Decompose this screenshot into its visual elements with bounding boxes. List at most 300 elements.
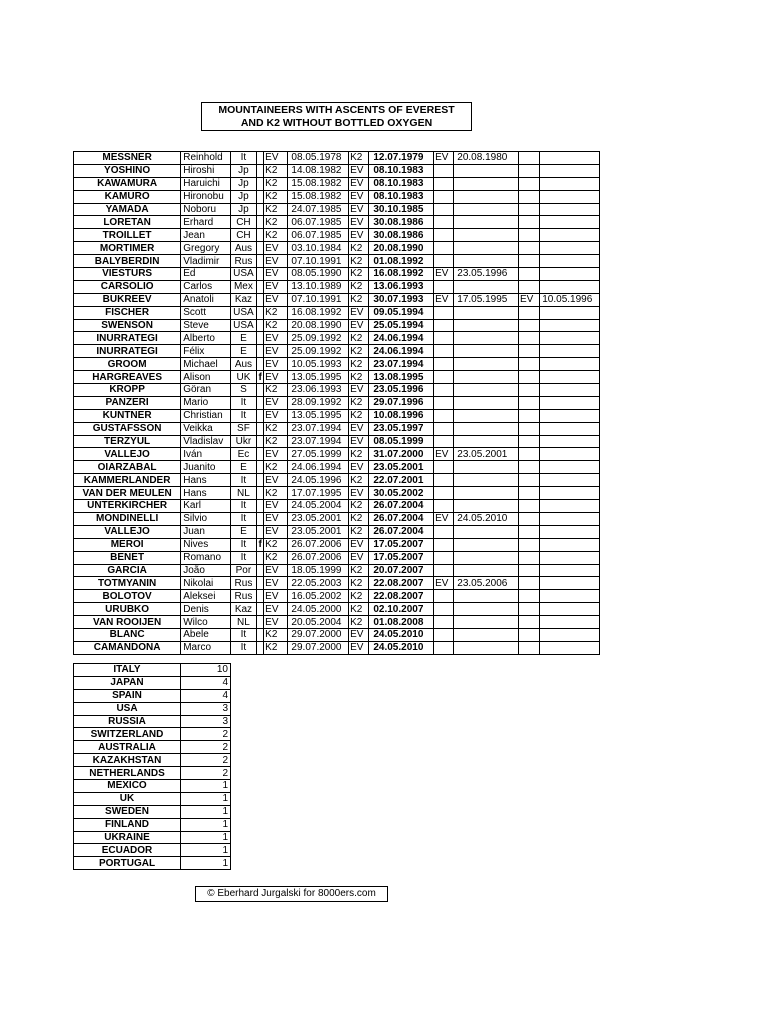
second-ascent-date-cell: 30.10.1985: [369, 203, 434, 216]
third-ascent-mountain-cell: EV: [434, 293, 454, 306]
fourth-ascent-mountain-cell: [519, 551, 540, 564]
third-ascent-mountain-cell: EV: [434, 577, 454, 590]
fourth-ascent-date-cell: [540, 268, 600, 281]
third-ascent-date-cell: [454, 255, 519, 268]
first-ascent-mountain-cell: EV: [264, 255, 288, 268]
first-ascent-date-cell: 13.05.1995: [288, 371, 349, 384]
surname-cell: MONDINELLI: [74, 512, 181, 525]
second-ascent-mountain-cell: K2: [349, 358, 369, 371]
second-ascent-date-cell: 17.05.2007: [369, 551, 434, 564]
first-name-cell: Wilco: [181, 616, 231, 629]
third-ascent-date-cell: 23.05.1996: [454, 268, 519, 281]
fourth-ascent-date-cell: [540, 177, 600, 190]
third-ascent-date-cell: [454, 538, 519, 551]
female-marker-cell: [257, 448, 264, 461]
third-ascent-date-cell: [454, 345, 519, 358]
first-name-cell: Abele: [181, 628, 231, 641]
third-ascent-date-cell: [454, 603, 519, 616]
table-row: [74, 603, 600, 616]
first-ascent-date-cell: 25.09.1992: [288, 345, 349, 358]
fourth-ascent-mountain-cell: [519, 371, 540, 384]
second-ascent-mountain-cell: K2: [349, 500, 369, 513]
third-ascent-mountain-cell: [434, 229, 454, 242]
fourth-ascent-mountain-cell: [519, 448, 540, 461]
table-row: [74, 754, 231, 767]
second-ascent-date-cell: 24.05.2010: [369, 641, 434, 654]
third-ascent-mountain-cell: [434, 422, 454, 435]
table-row: [74, 780, 231, 793]
third-ascent-date-cell: [454, 500, 519, 513]
female-marker-cell: [257, 525, 264, 538]
fourth-ascent-mountain-cell: [519, 164, 540, 177]
fourth-ascent-date-cell: [540, 603, 600, 616]
second-ascent-date-cell: 26.07.2004: [369, 500, 434, 513]
nationality-cell: Ec: [230, 448, 256, 461]
country-count-cell: 1: [181, 792, 231, 805]
country-name-cell: MEXICO: [74, 780, 181, 793]
second-ascent-date-cell: 25.05.1994: [369, 319, 434, 332]
second-ascent-mountain-cell: K2: [349, 525, 369, 538]
second-ascent-mountain-cell: EV: [349, 190, 369, 203]
second-ascent-date-cell: 13.08.1995: [369, 371, 434, 384]
fourth-ascent-date-cell: [540, 255, 600, 268]
female-marker-cell: [257, 358, 264, 371]
second-ascent-mountain-cell: K2: [349, 512, 369, 525]
first-ascent-mountain-cell: EV: [264, 500, 288, 513]
surname-cell: BENET: [74, 551, 181, 564]
second-ascent-date-cell: 10.08.1996: [369, 409, 434, 422]
female-marker-cell: [257, 255, 264, 268]
third-ascent-mountain-cell: [434, 525, 454, 538]
fourth-ascent-date-cell: [540, 229, 600, 242]
table-row: [74, 358, 600, 371]
credit-note: © Eberhard Jurgalski for 8000ers.com: [195, 886, 388, 902]
nationality-cell: NL: [230, 616, 256, 629]
third-ascent-date-cell: [454, 590, 519, 603]
surname-cell: BOLOTOV: [74, 590, 181, 603]
first-name-cell: Karl: [181, 500, 231, 513]
third-ascent-date-cell: 20.08.1980: [454, 152, 519, 165]
first-ascent-date-cell: 16.05.2002: [288, 590, 349, 603]
first-ascent-mountain-cell: K2: [264, 229, 288, 242]
fourth-ascent-date-cell: [540, 551, 600, 564]
fourth-ascent-mountain-cell: [519, 190, 540, 203]
table-row: [74, 831, 231, 844]
first-ascent-date-cell: 07.10.1991: [288, 293, 349, 306]
third-ascent-mountain-cell: [434, 409, 454, 422]
surname-cell: MEROI: [74, 538, 181, 551]
female-marker-cell: [257, 268, 264, 281]
nationality-cell: Kaz: [230, 293, 256, 306]
table-row: [74, 538, 600, 551]
first-ascent-mountain-cell: EV: [264, 152, 288, 165]
first-ascent-mountain-cell: K2: [264, 538, 288, 551]
female-marker-cell: [257, 564, 264, 577]
second-ascent-date-cell: 23.05.1997: [369, 422, 434, 435]
fourth-ascent-date-cell: [540, 616, 600, 629]
female-marker-cell: [257, 487, 264, 500]
first-ascent-mountain-cell: EV: [264, 242, 288, 255]
first-name-cell: Scott: [181, 306, 231, 319]
surname-cell: MESSNER: [74, 152, 181, 165]
second-ascent-mountain-cell: K2: [349, 616, 369, 629]
fourth-ascent-mountain-cell: [519, 564, 540, 577]
second-ascent-mountain-cell: EV: [349, 164, 369, 177]
first-ascent-mountain-cell: K2: [264, 628, 288, 641]
third-ascent-date-cell: [454, 396, 519, 409]
fourth-ascent-date-cell: [540, 628, 600, 641]
fourth-ascent-mountain-cell: EV: [519, 293, 540, 306]
first-ascent-date-cell: 08.05.1978: [288, 152, 349, 165]
second-ascent-date-cell: 08.10.1983: [369, 190, 434, 203]
second-ascent-mountain-cell: K2: [349, 474, 369, 487]
third-ascent-date-cell: [454, 409, 519, 422]
country-name-cell: ITALY: [74, 664, 181, 677]
first-ascent-mountain-cell: K2: [264, 551, 288, 564]
third-ascent-mountain-cell: [434, 164, 454, 177]
third-ascent-date-cell: [454, 525, 519, 538]
second-ascent-mountain-cell: EV: [349, 487, 369, 500]
fourth-ascent-date-cell: [540, 512, 600, 525]
nationality-cell: USA: [230, 306, 256, 319]
country-count-cell: 1: [181, 857, 231, 870]
second-ascent-mountain-cell: K2: [349, 590, 369, 603]
second-ascent-date-cell: 08.10.1983: [369, 177, 434, 190]
third-ascent-mountain-cell: [434, 190, 454, 203]
second-ascent-mountain-cell: K2: [349, 280, 369, 293]
nationality-cell: Jp: [230, 177, 256, 190]
female-marker-cell: [257, 345, 264, 358]
third-ascent-date-cell: [454, 384, 519, 397]
nationality-cell: Jp: [230, 190, 256, 203]
fourth-ascent-mountain-cell: [519, 500, 540, 513]
third-ascent-mountain-cell: [434, 358, 454, 371]
first-ascent-date-cell: 29.07.2000: [288, 628, 349, 641]
first-ascent-mountain-cell: K2: [264, 190, 288, 203]
fourth-ascent-mountain-cell: [519, 628, 540, 641]
first-name-cell: Erhard: [181, 216, 231, 229]
surname-cell: TROILLET: [74, 229, 181, 242]
third-ascent-mountain-cell: [434, 603, 454, 616]
second-ascent-date-cell: 08.10.1983: [369, 164, 434, 177]
first-ascent-date-cell: 10.05.1993: [288, 358, 349, 371]
second-ascent-date-cell: 09.05.1994: [369, 306, 434, 319]
fourth-ascent-date-cell: [540, 216, 600, 229]
nationality-cell: It: [230, 512, 256, 525]
fourth-ascent-date-cell: [540, 306, 600, 319]
fourth-ascent-date-cell: [540, 242, 600, 255]
first-name-cell: Aleksei: [181, 590, 231, 603]
surname-cell: FISCHER: [74, 306, 181, 319]
first-ascent-date-cell: 28.09.1992: [288, 396, 349, 409]
surname-cell: CARSOLIO: [74, 280, 181, 293]
second-ascent-date-cell: 23.05.2001: [369, 461, 434, 474]
second-ascent-mountain-cell: K2: [349, 293, 369, 306]
surname-cell: GUSTAFSSON: [74, 422, 181, 435]
surname-cell: VAN DER MEULEN: [74, 487, 181, 500]
female-marker-cell: [257, 577, 264, 590]
first-ascent-date-cell: 08.05.1990: [288, 268, 349, 281]
country-count-cell: 3: [181, 702, 231, 715]
first-ascent-mountain-cell: EV: [264, 577, 288, 590]
table-row: [74, 203, 600, 216]
table-row: [74, 190, 600, 203]
fourth-ascent-date-cell: [540, 371, 600, 384]
first-ascent-date-cell: 24.05.1996: [288, 474, 349, 487]
first-ascent-date-cell: 06.07.1985: [288, 229, 349, 242]
first-name-cell: Steve: [181, 319, 231, 332]
fourth-ascent-mountain-cell: [519, 345, 540, 358]
first-ascent-mountain-cell: K2: [264, 319, 288, 332]
surname-cell: VAN ROOIJEN: [74, 616, 181, 629]
first-ascent-date-cell: 18.05.1999: [288, 564, 349, 577]
fourth-ascent-date-cell: [540, 422, 600, 435]
female-marker-cell: [257, 229, 264, 242]
title-line-2: AND K2 WITHOUT BOTTLED OXYGEN: [240, 117, 433, 129]
table-row: [74, 715, 231, 728]
country-count-cell: 1: [181, 818, 231, 831]
fourth-ascent-date-cell: [540, 500, 600, 513]
first-name-cell: Félix: [181, 345, 231, 358]
second-ascent-date-cell: 30.08.1986: [369, 229, 434, 242]
first-name-cell: Vladimir: [181, 255, 231, 268]
country-name-cell: UK: [74, 792, 181, 805]
second-ascent-mountain-cell: K2: [349, 577, 369, 590]
fourth-ascent-date-cell: [540, 577, 600, 590]
female-marker-cell: [257, 603, 264, 616]
fourth-ascent-date-cell: [540, 564, 600, 577]
female-marker-cell: [257, 293, 264, 306]
table-row: [74, 229, 600, 242]
first-ascent-mountain-cell: K2: [264, 164, 288, 177]
fourth-ascent-date-cell: [540, 525, 600, 538]
first-name-cell: Alberto: [181, 332, 231, 345]
second-ascent-mountain-cell: K2: [349, 564, 369, 577]
fourth-ascent-date-cell: [540, 641, 600, 654]
second-ascent-mountain-cell: EV: [349, 216, 369, 229]
third-ascent-date-cell: [454, 332, 519, 345]
fourth-ascent-date-cell: [540, 461, 600, 474]
female-marker-cell: f: [258, 371, 262, 383]
second-ascent-date-cell: 30.07.1993: [369, 293, 434, 306]
first-ascent-mountain-cell: K2: [264, 216, 288, 229]
third-ascent-date-cell: [454, 242, 519, 255]
second-ascent-date-cell: 23.05.1996: [369, 384, 434, 397]
first-name-cell: Michael: [181, 358, 231, 371]
country-name-cell: SWITZERLAND: [74, 728, 181, 741]
first-name-cell: Haruichi: [181, 177, 231, 190]
first-ascent-mountain-cell: EV: [264, 396, 288, 409]
female-marker-cell: [257, 190, 264, 203]
second-ascent-mountain-cell: K2: [349, 345, 369, 358]
third-ascent-mountain-cell: [434, 345, 454, 358]
table-row: [74, 818, 231, 831]
third-ascent-mountain-cell: [434, 280, 454, 293]
first-ascent-mountain-cell: K2: [264, 422, 288, 435]
table-row: [74, 487, 600, 500]
second-ascent-date-cell: 30.05.2002: [369, 487, 434, 500]
first-name-cell: Christian: [181, 409, 231, 422]
first-name-cell: Carlos: [181, 280, 231, 293]
third-ascent-mountain-cell: [434, 564, 454, 577]
second-ascent-date-cell: 23.07.1994: [369, 358, 434, 371]
nationality-cell: Aus: [230, 358, 256, 371]
first-ascent-date-cell: 17.07.1995: [288, 487, 349, 500]
female-marker-cell: [257, 500, 264, 513]
female-marker-cell: [257, 280, 264, 293]
third-ascent-mountain-cell: [434, 177, 454, 190]
nationality-cell: NL: [230, 487, 256, 500]
third-ascent-date-cell: [454, 487, 519, 500]
surname-cell: INURRATEGI: [74, 332, 181, 345]
first-name-cell: João: [181, 564, 231, 577]
country-count-cell: 10: [181, 664, 231, 677]
nationality-cell: It: [230, 396, 256, 409]
nationality-cell: Kaz: [230, 603, 256, 616]
nationality-cell: E: [230, 332, 256, 345]
second-ascent-date-cell: 02.10.2007: [369, 603, 434, 616]
nationality-cell: USA: [230, 319, 256, 332]
first-ascent-date-cell: 14.08.1982: [288, 164, 349, 177]
table-row: [74, 741, 231, 754]
nationality-cell: E: [230, 345, 256, 358]
fourth-ascent-date-cell: [540, 152, 600, 165]
third-ascent-mountain-cell: [434, 616, 454, 629]
fourth-ascent-date-cell: [540, 280, 600, 293]
fourth-ascent-mountain-cell: [519, 577, 540, 590]
nationality-cell: Rus: [230, 255, 256, 268]
female-marker-cell: [257, 422, 264, 435]
third-ascent-mountain-cell: [434, 590, 454, 603]
first-ascent-mountain-cell: K2: [264, 435, 288, 448]
first-name-cell: Iván: [181, 448, 231, 461]
table-row: [74, 422, 600, 435]
first-name-cell: Nikolai: [181, 577, 231, 590]
surname-cell: VALLEJO: [74, 448, 181, 461]
fourth-ascent-mountain-cell: [519, 319, 540, 332]
first-ascent-mountain-cell: EV: [264, 332, 288, 345]
female-marker-cell: [257, 332, 264, 345]
title-line-1: MOUNTAINEERS WITH ASCENTS OF EVEREST: [218, 104, 455, 116]
first-name-cell: Mario: [181, 396, 231, 409]
table-row: [74, 689, 231, 702]
fourth-ascent-date-cell: 10.05.1996: [540, 293, 600, 306]
second-ascent-mountain-cell: EV: [349, 306, 369, 319]
country-count-cell: 2: [181, 741, 231, 754]
third-ascent-date-cell: 23.05.2006: [454, 577, 519, 590]
table-row: [74, 551, 600, 564]
second-ascent-date-cell: 13.06.1993: [369, 280, 434, 293]
female-marker-cell: [257, 216, 264, 229]
table-row: [74, 435, 600, 448]
surname-cell: KAWAMURA: [74, 177, 181, 190]
third-ascent-mountain-cell: [434, 384, 454, 397]
first-name-cell: Noboru: [181, 203, 231, 216]
first-ascent-date-cell: 20.08.1990: [288, 319, 349, 332]
first-ascent-mountain-cell: EV: [264, 525, 288, 538]
fourth-ascent-date-cell: [540, 203, 600, 216]
first-ascent-mountain-cell: EV: [264, 512, 288, 525]
fourth-ascent-mountain-cell: [519, 603, 540, 616]
female-marker-cell: [257, 164, 264, 177]
third-ascent-date-cell: [454, 461, 519, 474]
fourth-ascent-mountain-cell: [519, 203, 540, 216]
nationality-cell: CH: [230, 229, 256, 242]
fourth-ascent-mountain-cell: [519, 268, 540, 281]
country-count-cell: 1: [181, 844, 231, 857]
first-ascent-date-cell: 03.10.1984: [288, 242, 349, 255]
surname-cell: VIESTURS: [74, 268, 181, 281]
table-row: [74, 641, 600, 654]
first-ascent-mountain-cell: EV: [264, 345, 288, 358]
table-row: [74, 577, 600, 590]
fourth-ascent-mountain-cell: [519, 590, 540, 603]
table-row: [74, 792, 231, 805]
fourth-ascent-date-cell: [540, 435, 600, 448]
first-name-cell: Juanito: [181, 461, 231, 474]
country-name-cell: SWEDEN: [74, 805, 181, 818]
country-summary-table: [73, 663, 231, 870]
nationality-cell: UK: [230, 371, 256, 384]
fourth-ascent-mountain-cell: [519, 152, 540, 165]
third-ascent-date-cell: [454, 641, 519, 654]
third-ascent-date-cell: [454, 177, 519, 190]
first-name-cell: Juan: [181, 525, 231, 538]
female-marker-cell: [257, 384, 264, 397]
table-row: [74, 268, 600, 281]
first-ascent-date-cell: 06.07.1985: [288, 216, 349, 229]
surname-cell: SWENSON: [74, 319, 181, 332]
second-ascent-mountain-cell: EV: [349, 435, 369, 448]
table-row: [74, 242, 600, 255]
third-ascent-mountain-cell: [434, 628, 454, 641]
third-ascent-date-cell: [454, 203, 519, 216]
surname-cell: HARGREAVES: [74, 371, 181, 384]
table-row: [74, 702, 231, 715]
table-row: [74, 332, 600, 345]
third-ascent-mountain-cell: [434, 641, 454, 654]
surname-cell: GROOM: [74, 358, 181, 371]
second-ascent-date-cell: 17.05.2007: [369, 538, 434, 551]
fourth-ascent-mountain-cell: [519, 525, 540, 538]
second-ascent-date-cell: 22.07.2001: [369, 474, 434, 487]
first-name-cell: Hironobu: [181, 190, 231, 203]
country-name-cell: ECUADOR: [74, 844, 181, 857]
country-name-cell: SPAIN: [74, 689, 181, 702]
fourth-ascent-date-cell: [540, 538, 600, 551]
female-marker-cell: [257, 641, 264, 654]
fourth-ascent-date-cell: [540, 396, 600, 409]
second-ascent-mountain-cell: EV: [349, 641, 369, 654]
third-ascent-mountain-cell: EV: [434, 268, 454, 281]
table-row: [74, 164, 600, 177]
first-ascent-date-cell: 29.07.2000: [288, 641, 349, 654]
second-ascent-mountain-cell: EV: [349, 229, 369, 242]
country-name-cell: PORTUGAL: [74, 857, 181, 870]
third-ascent-mountain-cell: EV: [434, 152, 454, 165]
female-marker-cell: [257, 242, 264, 255]
country-count-cell: 2: [181, 767, 231, 780]
second-ascent-mountain-cell: EV: [349, 551, 369, 564]
fourth-ascent-date-cell: [540, 384, 600, 397]
female-marker-cell: [257, 396, 264, 409]
nationality-cell: SF: [230, 422, 256, 435]
surname-cell: MORTIMER: [74, 242, 181, 255]
third-ascent-mountain-cell: [434, 216, 454, 229]
female-marker-cell: [257, 551, 264, 564]
country-count-cell: 1: [181, 831, 231, 844]
third-ascent-date-cell: 17.05.1995: [454, 293, 519, 306]
